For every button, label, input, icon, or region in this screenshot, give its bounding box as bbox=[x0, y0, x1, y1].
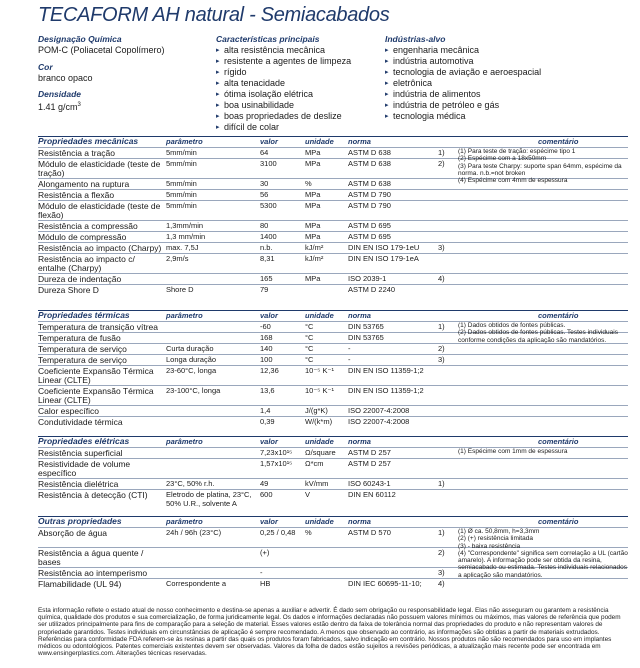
norm: DIN EN ISO 11359-1;2 bbox=[348, 386, 424, 395]
parameter: max. 7,5J bbox=[166, 243, 199, 252]
norm: ASTM D 2240 bbox=[348, 285, 396, 294]
norm: - bbox=[348, 355, 351, 364]
property-name: Absorção de água bbox=[38, 528, 107, 538]
value: 600 bbox=[260, 490, 273, 499]
parameter: Shore D bbox=[166, 285, 194, 294]
value: 79 bbox=[260, 285, 269, 294]
norm: ISO 2039-1 bbox=[348, 274, 387, 283]
caracteristicas-label: Características principais bbox=[216, 34, 320, 44]
norm: ASTM D 257 bbox=[348, 448, 391, 457]
value: 168 bbox=[260, 333, 273, 342]
densidade-label: Densidade bbox=[38, 89, 81, 99]
value: 1400 bbox=[260, 232, 277, 241]
norm: DIN EN ISO 179-1eA bbox=[348, 254, 419, 263]
densidade-value: 1.41 $g/cm^3$ bbox=[38, 102, 81, 112]
value: 3100 bbox=[260, 159, 277, 168]
property-name: Resistência ao impacto c/ entalhe (Charpy) bbox=[38, 254, 135, 273]
section-title: Propriedades mecânicas bbox=[38, 136, 139, 146]
section-termicas bbox=[38, 310, 628, 427]
value: 80 bbox=[260, 221, 269, 230]
table-row bbox=[38, 220, 628, 231]
property-name: Resistência a flexão bbox=[38, 190, 115, 200]
section-comment: (1) Espécime com 1mm de espessura bbox=[458, 448, 568, 455]
parameter: 5mm/min bbox=[166, 159, 197, 168]
industrias-block bbox=[385, 34, 585, 122]
parameter: 23°C, 50% r.h. bbox=[166, 479, 215, 488]
col-comentario: comentário bbox=[538, 137, 579, 146]
caracteristicas-block bbox=[216, 34, 381, 133]
note-ref: 2) bbox=[438, 548, 445, 557]
property-name: Condutividade térmica bbox=[38, 417, 123, 427]
value: 165 bbox=[260, 274, 273, 283]
parameter: Curta duração bbox=[166, 344, 214, 353]
parameter: 1,3 mm/min bbox=[166, 232, 206, 241]
value: - bbox=[260, 568, 263, 577]
note-ref: 1) bbox=[438, 148, 445, 157]
property-name: Temperatura de transição vítrea bbox=[38, 322, 159, 332]
list-item: ▸ rígido bbox=[216, 67, 381, 78]
list-item: ▸ ótima isolação elétrica bbox=[216, 89, 381, 100]
material-info bbox=[38, 34, 198, 113]
property-name: Resistência ao intemperismo bbox=[38, 568, 148, 578]
norm: DIN EN ISO 179-1eU bbox=[348, 243, 420, 252]
unit: Ω/square bbox=[305, 448, 336, 457]
unit: kJ/m² bbox=[305, 243, 324, 252]
property-name: Dureza de indentação bbox=[38, 274, 122, 284]
cor-value: branco opaco bbox=[38, 73, 93, 83]
table-row bbox=[38, 489, 628, 509]
col-valor: valor bbox=[260, 517, 278, 526]
value: 8,31 bbox=[260, 254, 275, 263]
section-header bbox=[38, 136, 628, 147]
value: 13,6 bbox=[260, 386, 275, 395]
value: n.b. bbox=[260, 243, 273, 252]
property-name: Temperatura de serviço bbox=[38, 344, 127, 354]
note-ref: 4) bbox=[438, 579, 445, 588]
value: 12,36 bbox=[260, 366, 279, 375]
property-name: Módulo de elasticidade (teste de tração) bbox=[38, 159, 161, 178]
section-mecanicas bbox=[38, 136, 628, 295]
unit: MPa bbox=[305, 274, 321, 283]
table-row bbox=[38, 284, 628, 295]
table-row bbox=[38, 200, 628, 220]
list-item: ▸ indústria automotiva bbox=[385, 56, 585, 67]
industrias-list bbox=[385, 45, 585, 122]
unit: °C bbox=[305, 322, 314, 331]
unit: % bbox=[305, 528, 312, 537]
value: 49 bbox=[260, 479, 269, 488]
property-name: Resistência dielétrica bbox=[38, 479, 119, 489]
table-row bbox=[38, 458, 628, 478]
page-title: TECAFORM AH natural - Semiacabados bbox=[38, 4, 390, 26]
unit: Ω*cm bbox=[305, 459, 324, 468]
table-row bbox=[38, 242, 628, 253]
section-comment: (1) Para teste de tração: espécime tipo 1 (2) Espécime com a 18x50mm (3) Para teste Charpy: suporte span 64mm, espécime da norma. n.b.=not broken (4) Espécime com 4mm de espessura bbox=[458, 148, 622, 185]
norm: ASTM D 638 bbox=[348, 148, 391, 157]
col-unidade: unidade bbox=[305, 517, 334, 526]
property-name: Módulo de elasticidade (teste de flexão) bbox=[38, 201, 161, 220]
parameter: 1,3mm/min bbox=[166, 221, 204, 230]
table-row bbox=[38, 385, 628, 405]
unit: % bbox=[305, 179, 312, 188]
unit: MPa bbox=[305, 148, 321, 157]
col-valor: valor bbox=[260, 437, 278, 446]
value: 56 bbox=[260, 190, 269, 199]
table-row bbox=[38, 189, 628, 200]
norm: ASTM D 257 bbox=[348, 459, 391, 468]
note-ref: 3) bbox=[438, 568, 445, 577]
property-name: Calor específico bbox=[38, 406, 99, 416]
parameter: Correspondente a bbox=[166, 579, 227, 588]
norm: ASTM D 695 bbox=[348, 221, 391, 230]
designacao-value: POM-C (Poliacetal Copolímero) bbox=[38, 45, 165, 55]
value: HB bbox=[260, 579, 271, 588]
norm: DIN EN ISO 11359-1;2 bbox=[348, 366, 424, 375]
norm: ASTM D 638 bbox=[348, 179, 391, 188]
col-unidade: unidade bbox=[305, 311, 334, 320]
norm: ASTM D 790 bbox=[348, 201, 391, 210]
parameter: 5mm/min bbox=[166, 148, 197, 157]
property-name: Coeficiente Expansão Térmica Linear (CLTE) bbox=[38, 386, 154, 405]
list-item: ▸ alta resistência mecânica bbox=[216, 45, 381, 56]
norm: ASTM D 695 bbox=[348, 232, 391, 241]
norm: ASTM D 638 bbox=[348, 159, 391, 168]
list-item: ▸ indústria de petróleo e gás bbox=[385, 100, 585, 111]
table-row bbox=[38, 578, 628, 589]
section-header bbox=[38, 516, 628, 527]
parameter: 24h / 96h (23°C) bbox=[166, 528, 222, 537]
table-row bbox=[38, 231, 628, 242]
property-name: Dureza Shore D bbox=[38, 285, 99, 295]
section-title: Outras propriedades bbox=[38, 516, 122, 526]
unit: MPa bbox=[305, 190, 321, 199]
unit: MPa bbox=[305, 201, 321, 210]
section-header bbox=[38, 436, 628, 447]
col-norma: norma bbox=[348, 137, 371, 146]
table-row bbox=[38, 253, 628, 273]
list-item: ▸ eletrônica bbox=[385, 78, 585, 89]
property-name: Resistência a compressão bbox=[38, 221, 138, 231]
unit: 10⁻⁵ K⁻¹ bbox=[305, 386, 334, 395]
unit: W/(k*m) bbox=[305, 417, 333, 426]
list-item: ▸ boa usinabilidade bbox=[216, 100, 381, 111]
section-comment: (1) Ø ca. 50,8mm, h=3,3mm (2) (+) resistência limitada (3) - baixa resistência (4) "Correspondente" significa sem correlação a UL (cartão amarelo). A informação pode ser obtida da resina, semiacabado ou estimada. Testes individuais relacionados a aplicação são mandatórios. bbox=[458, 528, 628, 579]
note-ref: 1) bbox=[438, 479, 445, 488]
value: 140 bbox=[260, 344, 273, 353]
property-name: Módulo de compressão bbox=[38, 232, 127, 242]
norm: ISO 22007-4:2008 bbox=[348, 406, 410, 415]
list-item: ▸ alta tenacidade bbox=[216, 78, 381, 89]
unit: kV/mm bbox=[305, 479, 329, 488]
value: 0,39 bbox=[260, 417, 275, 426]
list-item: ▸ tecnologia de aviação e aeroespacial bbox=[385, 67, 585, 78]
norm: ASTM D 570 bbox=[348, 528, 391, 537]
col-parametro: parâmetro bbox=[166, 517, 203, 526]
unit: MPa bbox=[305, 232, 321, 241]
parameter: 23-100°C, longa bbox=[166, 386, 221, 395]
parameter: 2,9m/s bbox=[166, 254, 189, 263]
col-valor: valor bbox=[260, 137, 278, 146]
table-row bbox=[38, 365, 628, 385]
table-row bbox=[38, 405, 628, 416]
table-row bbox=[38, 416, 628, 427]
norm: - bbox=[348, 344, 351, 353]
note-ref: 1) bbox=[438, 528, 445, 537]
property-name: Resistência superficial bbox=[38, 448, 123, 458]
col-comentario: comentário bbox=[538, 311, 579, 320]
note-ref: 2) bbox=[438, 159, 445, 168]
property-name: Temperatura de fusão bbox=[38, 333, 121, 343]
property-name: Flamabilidade (UL 94) bbox=[38, 579, 122, 589]
col-parametro: parâmetro bbox=[166, 311, 203, 320]
industrias-label: Indústrias-alvo bbox=[385, 34, 446, 44]
parameter: 5mm/min bbox=[166, 179, 197, 188]
value: 1,57x10¹⁵ bbox=[260, 459, 293, 468]
parameter: Eletrodo de platina, 23°C, 50% U.R., solvente A bbox=[166, 490, 252, 508]
unit: V bbox=[305, 490, 311, 499]
property-name: Coeficiente Expansão Térmica Linear (CLTE) bbox=[38, 366, 154, 385]
value: (+) bbox=[260, 548, 270, 557]
property-name: Temperatura de serviço bbox=[38, 355, 127, 365]
table-row bbox=[38, 354, 628, 365]
note-ref: 2) bbox=[438, 344, 445, 353]
value: 1,4 bbox=[260, 406, 271, 415]
col-norma: norma bbox=[348, 517, 371, 526]
property-name: Resistência ao impacto (Charpy) bbox=[38, 243, 162, 253]
property-name: Resistência a tração bbox=[38, 148, 116, 158]
unit: kJ/m² bbox=[305, 254, 324, 263]
section-title: Propriedades térmicas bbox=[38, 310, 130, 320]
col-valor: valor bbox=[260, 311, 278, 320]
parameter: 5mm/min bbox=[166, 201, 197, 210]
section-outras bbox=[38, 516, 628, 589]
parameter: 23-60°C, longa bbox=[166, 366, 217, 375]
norm: DIN EN 60112 bbox=[348, 490, 396, 499]
property-name: Resistência a água quente / bases bbox=[38, 548, 144, 567]
cor-label: Cor bbox=[38, 62, 53, 72]
list-item: ▸ indústria de alimentos bbox=[385, 89, 585, 100]
property-name: Alongamento na ruptura bbox=[38, 179, 130, 189]
col-parametro: parâmetro bbox=[166, 437, 203, 446]
value: 64 bbox=[260, 148, 269, 157]
unit: MPa bbox=[305, 159, 321, 168]
parameter: 5mm/min bbox=[166, 190, 197, 199]
note-ref: 1) bbox=[438, 322, 445, 331]
list-item: ▸ engenharia mecânica bbox=[385, 45, 585, 56]
norm: DIN 53765 bbox=[348, 322, 384, 331]
value: 7,23x10¹⁵ bbox=[260, 448, 293, 457]
value: -60 bbox=[260, 322, 271, 331]
value: 0,25 / 0,48 bbox=[260, 528, 296, 537]
norm: ASTM D 790 bbox=[348, 190, 391, 199]
note-ref: 4) bbox=[438, 274, 445, 283]
unit: °C bbox=[305, 344, 314, 353]
unit: °C bbox=[305, 355, 314, 364]
col-unidade: unidade bbox=[305, 137, 334, 146]
value: 5300 bbox=[260, 201, 277, 210]
col-unidade: unidade bbox=[305, 437, 334, 446]
caracteristicas-list bbox=[216, 45, 381, 133]
col-comentario: comentário bbox=[538, 437, 579, 446]
section-header bbox=[38, 310, 628, 321]
norm: ISO 60243-1 bbox=[348, 479, 391, 488]
col-parametro: parâmetro bbox=[166, 137, 203, 146]
table-row bbox=[38, 273, 628, 284]
table-row bbox=[38, 343, 628, 354]
list-item: ▸ difícil de colar bbox=[216, 122, 381, 133]
col-norma: norma bbox=[348, 311, 371, 320]
col-comentario: comentário bbox=[538, 517, 579, 526]
unit: 10⁻⁵ K⁻¹ bbox=[305, 366, 334, 375]
unit: MPa bbox=[305, 221, 321, 230]
list-item: ▸ tecnologia médica bbox=[385, 111, 585, 122]
norm: DIN 53765 bbox=[348, 333, 384, 342]
note-ref: 3) bbox=[438, 243, 445, 252]
section-eletricas bbox=[38, 436, 628, 509]
norm: DIN IEC 60695-11-10; bbox=[348, 579, 422, 588]
norm: ISO 22007-4:2008 bbox=[348, 417, 410, 426]
table-row bbox=[38, 478, 628, 489]
designacao-label: Designação Química bbox=[38, 34, 122, 44]
disclaimer-footer: Esta informação reflete o estado atual de nosso conhecimento e destina-se apenas a auxiliar e advertir. É dado sem obrigação ou responsabilidade legal. Elas não asseguram ou garantem a resistência química, qualidade dos produtos e sua comercialização, de forma juridicamente legal. Os dados e informações declaradas não possuem valores mínimos ou máximos, mas valores de referência que podem ser utilizados principalmente para fins de comparação para a seleção de material. Esses valores estão dentro da faixa de tolerância normal das propriedades do produto e não representam valores de propriedade garantidos. Testes individuais em circunstâncias de aplicação é sempre recomendado. A menos que observado ao contrário, as informações são obtidas a partir de materiais extrudados. Referências para conformidade FDA referem-se às resinas a partir das quais os produtos foram fabricados, salvo indicação em contrário. Nossos produtos não são recomendados para uso em implantes médicos ou odontológicos. Patentes comerciais existentes devem ser observadas. Valores da folha de dados estão sujeitos a revisões periódicas, a atualização mais recente pode ser encontrada em www.ensingerplastics.com. Alterações técnicas reservadas. bbox=[38, 607, 621, 658]
value: 100 bbox=[260, 355, 273, 364]
property-name: Resistência à detecção (CTI) bbox=[38, 490, 148, 500]
section-title: Propriedades elétricas bbox=[38, 436, 130, 446]
unit: °C bbox=[305, 333, 314, 342]
list-item: ▸ resistente a agentes de limpeza bbox=[216, 56, 381, 67]
note-ref: 3) bbox=[438, 355, 445, 364]
section-comment: (1) Dados obtidos de fontes públicas. (2) Dados obtidos de fontes públicas. Testes individuais conforme condições da aplicação são mandatórios. bbox=[458, 322, 618, 344]
parameter: Longa duração bbox=[166, 355, 217, 364]
property-name: Resistividade de volume específico bbox=[38, 459, 131, 478]
value: 30 bbox=[260, 179, 269, 188]
col-norma: norma bbox=[348, 437, 371, 446]
list-item: ▸ boas propriedades de deslize bbox=[216, 111, 381, 122]
unit: J/(g*K) bbox=[305, 406, 328, 415]
